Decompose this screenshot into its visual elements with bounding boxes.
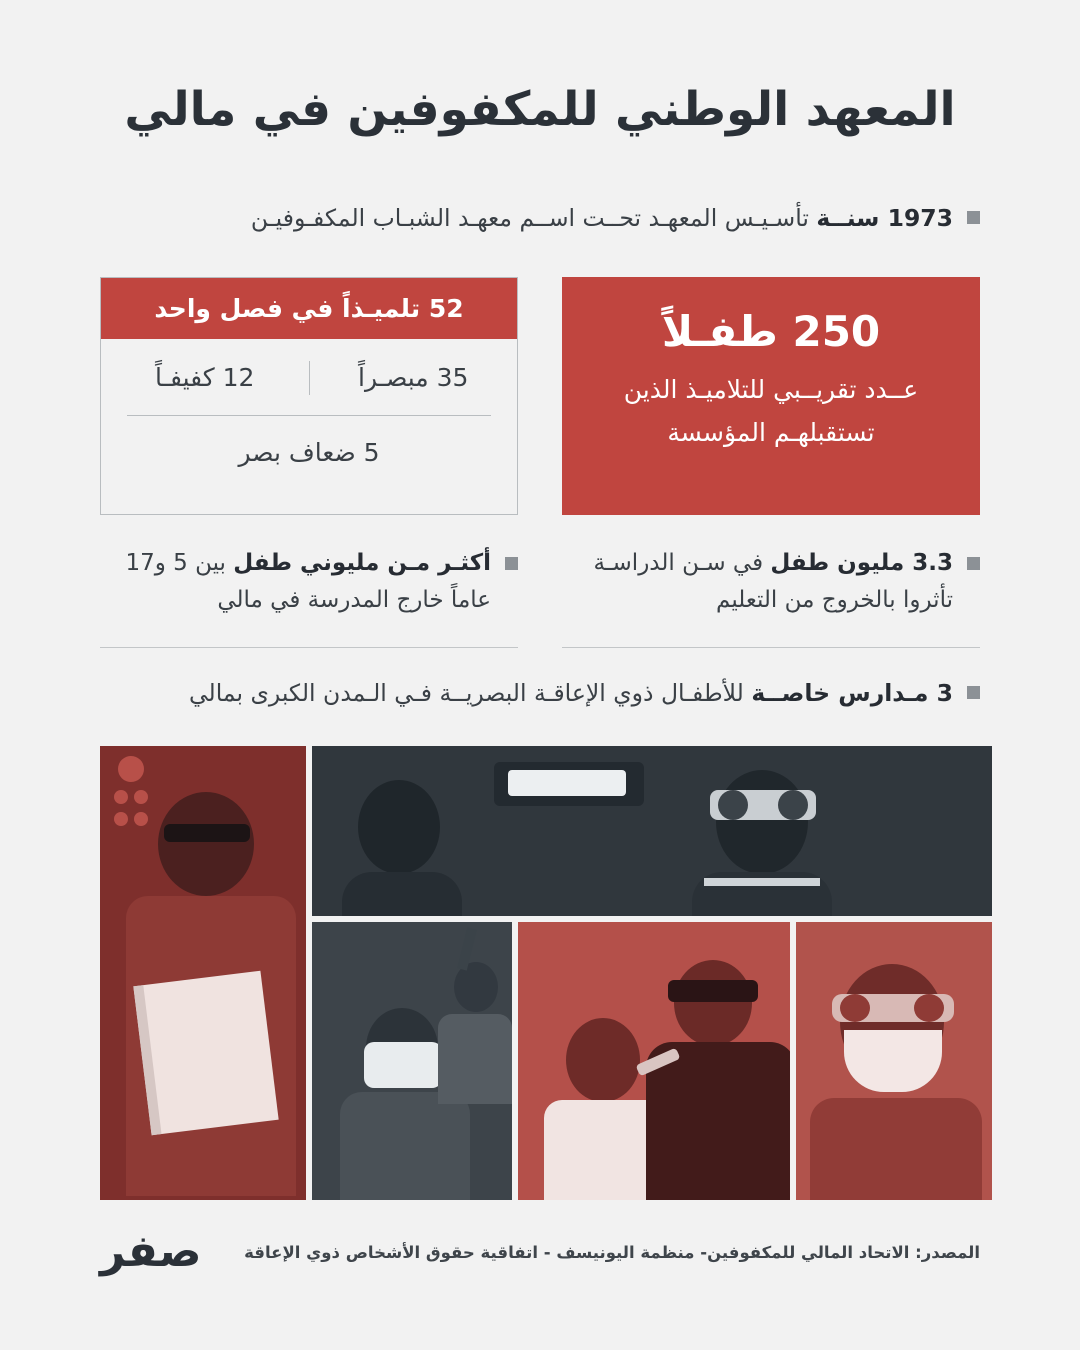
fact-special-schools-bold: 3 مـدارس خاصــة xyxy=(751,679,953,708)
fact-out-of-school-bold: أكثـر مـن مليوني طفل xyxy=(233,549,491,576)
square-bullet-icon xyxy=(967,211,980,224)
red-stat-box xyxy=(562,277,980,515)
square-bullet-icon xyxy=(505,557,518,570)
photo-man-with-braille-book xyxy=(100,746,306,1200)
fact-affected-dropout xyxy=(562,545,980,620)
footer xyxy=(100,1226,980,1278)
fact-special-schools xyxy=(100,674,980,712)
photo-lapaire-eye-exam xyxy=(312,746,992,916)
fact-founding-bold: 1973 سنــة xyxy=(816,203,953,232)
photo-classroom-students xyxy=(312,922,512,1200)
fact-out-of-school-text xyxy=(100,545,491,620)
class-sighted-value: 35 مبصـراً xyxy=(358,363,469,393)
photo-doctor-examining-child xyxy=(518,922,790,1200)
page-title: المعهد الوطني للمكفوفين في مالي xyxy=(124,82,956,137)
fact-out-of-school-rest: بين 5 و17 عاماً خارج المدرسة في مالي xyxy=(125,549,491,614)
fact-founding-text xyxy=(100,199,953,237)
divider-segment-left xyxy=(100,647,518,648)
fact-founding xyxy=(100,199,980,237)
square-bullet-icon xyxy=(967,557,980,570)
class-card-split xyxy=(101,339,517,415)
divider-segment-right xyxy=(562,647,980,648)
class-card-header: 52 تلميـذاً في فصل واحد xyxy=(101,278,517,339)
class-breakdown-card xyxy=(100,277,518,515)
column-class xyxy=(100,277,518,620)
brand-logo: صفر xyxy=(100,1226,202,1278)
class-lowvision-value: 5 ضعاف بصر xyxy=(238,437,380,467)
fact-out-of-school xyxy=(100,545,518,620)
fact-founding-rest: تأسـيـس المعهـد تحــت اســم معهـد الشبـاب المكفـوفيـن xyxy=(250,203,817,232)
source-text: المصدر: الاتحاد المالي للمكفوفين- منظمة اليونيسف - اتفاقية حقوق الأشخاص ذوي الإعاقة xyxy=(244,1242,980,1262)
vertical-divider xyxy=(309,361,310,395)
red-stat-number: 250 طفـلاً xyxy=(661,306,881,356)
fact-special-schools-text xyxy=(100,674,953,712)
photo-girl-with-glasses xyxy=(796,922,992,1200)
stats-section xyxy=(100,277,980,620)
square-bullet-icon xyxy=(967,686,980,699)
fact-affected-dropout-text xyxy=(562,545,953,620)
section-divider xyxy=(100,647,980,648)
fact-affected-dropout-rest: في سـن الدراسـة تأثروا بالخروج من التعليم xyxy=(593,549,953,614)
column-red xyxy=(562,277,980,620)
red-stat-description: عــدد تقريــبي للتلاميـذ الذين تستقبلهـم المؤسسة xyxy=(623,374,919,447)
fact-affected-dropout-bold: 3.3 مليون طفل xyxy=(770,549,953,576)
class-blind-value: 12 كفيفـاً xyxy=(155,363,255,393)
fact-special-schools-rest: للأطفـال ذوي الإعاقـة البصريــة فـي الـمدن الكبرى بمالي xyxy=(188,679,752,708)
photo-collage xyxy=(100,746,980,1200)
